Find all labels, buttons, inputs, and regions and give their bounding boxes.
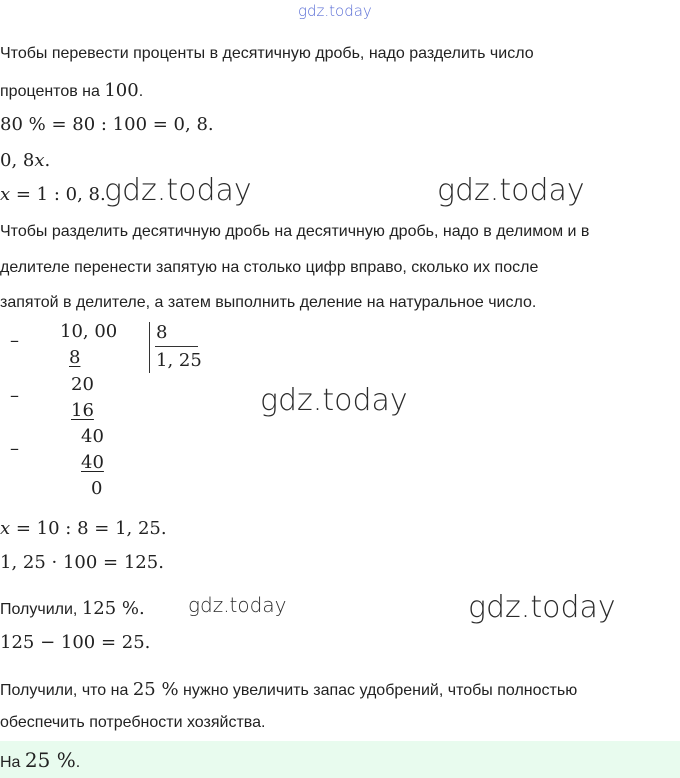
paragraph-3-line-1 xyxy=(0,679,577,700)
answer-end: . xyxy=(75,754,81,771)
equation-difference: 125 − 100 = 25. xyxy=(0,632,151,653)
paragraph-1-line-1: Чтобы перевести проценты в десятичную дробь, надо разделить число xyxy=(0,45,534,62)
subtrahend-2: 16 xyxy=(71,400,94,421)
watermark: gdz.today xyxy=(260,383,408,418)
minus-sign: – xyxy=(10,438,19,459)
equation-result-x xyxy=(0,518,167,539)
answer-box xyxy=(0,741,680,778)
subtrahend-1: 8 xyxy=(69,347,81,368)
subtrahend-3: 40 xyxy=(81,452,104,473)
watermark: gdz.today xyxy=(188,593,287,617)
answer-math: 25 % xyxy=(24,748,76,772)
paragraph-1-end: . xyxy=(138,83,144,100)
paragraph-1-text: процентов на xyxy=(0,83,105,100)
paragraph-2-line-3: запятой в делителе, а затем выполнить деление на натуральное число. xyxy=(0,294,537,311)
equation-part-var: x xyxy=(34,150,45,171)
paragraph-3-text-b: нужно увеличить запас удобрений, чтобы полностью xyxy=(178,682,578,699)
division-bracket xyxy=(149,322,150,373)
paragraph-3-line-2: обеспечить потребности хозяйства. xyxy=(0,714,266,731)
watermark: gdz.today xyxy=(468,590,616,625)
paragraph-2-line-2: делителе перенести запятую на столько цифр вправо, сколько их после xyxy=(0,259,539,276)
equation-multiply: 1, 25 · 100 = 125. xyxy=(0,552,164,573)
paragraph-2-line-1: Чтобы разделить десятичную дробь на десятичную дробь, надо в делимом и в xyxy=(0,223,590,240)
equation-part-end: . xyxy=(44,150,51,171)
answer-text: На xyxy=(0,754,25,771)
final-remainder: 0 xyxy=(91,478,103,499)
equation-part-num: 0, 8 xyxy=(0,150,35,171)
watermark: gdz.today xyxy=(104,173,252,208)
equation-percent: 80 % = 80 : 100 = 0, 8. xyxy=(0,114,214,135)
quotient: 1, 25 xyxy=(156,350,202,371)
remainder-1: 20 xyxy=(71,374,94,395)
equation-result-expr: = 10 : 8 = 1, 25. xyxy=(10,518,167,539)
watermark: gdz.today xyxy=(437,173,585,208)
remainder-2: 40 xyxy=(81,426,104,447)
got-line-1 xyxy=(0,598,145,619)
watermark-top: gdz.today xyxy=(298,2,372,20)
equation-x-var: x xyxy=(0,184,11,205)
minus-sign: – xyxy=(10,330,19,351)
equation-x-expr: = 1 : 0, 8. xyxy=(10,184,106,205)
paragraph-3-text-a: Получили, что на xyxy=(0,682,133,699)
equation-result-var: x xyxy=(0,518,11,539)
paragraph-3-math: 25 % xyxy=(132,679,179,700)
got-math: 125 %. xyxy=(81,598,145,619)
minus-sign: – xyxy=(10,385,19,406)
got-text: Получили, xyxy=(0,601,82,618)
paragraph-1-line-2 xyxy=(0,80,143,101)
dividend: 10, 00 xyxy=(60,321,118,342)
answer-line xyxy=(0,748,80,772)
divisor-line xyxy=(155,346,198,347)
equation-x xyxy=(0,184,106,205)
paragraph-1-number: 100 xyxy=(104,80,139,101)
divisor: 8 xyxy=(156,322,168,343)
equation-part xyxy=(0,150,50,171)
